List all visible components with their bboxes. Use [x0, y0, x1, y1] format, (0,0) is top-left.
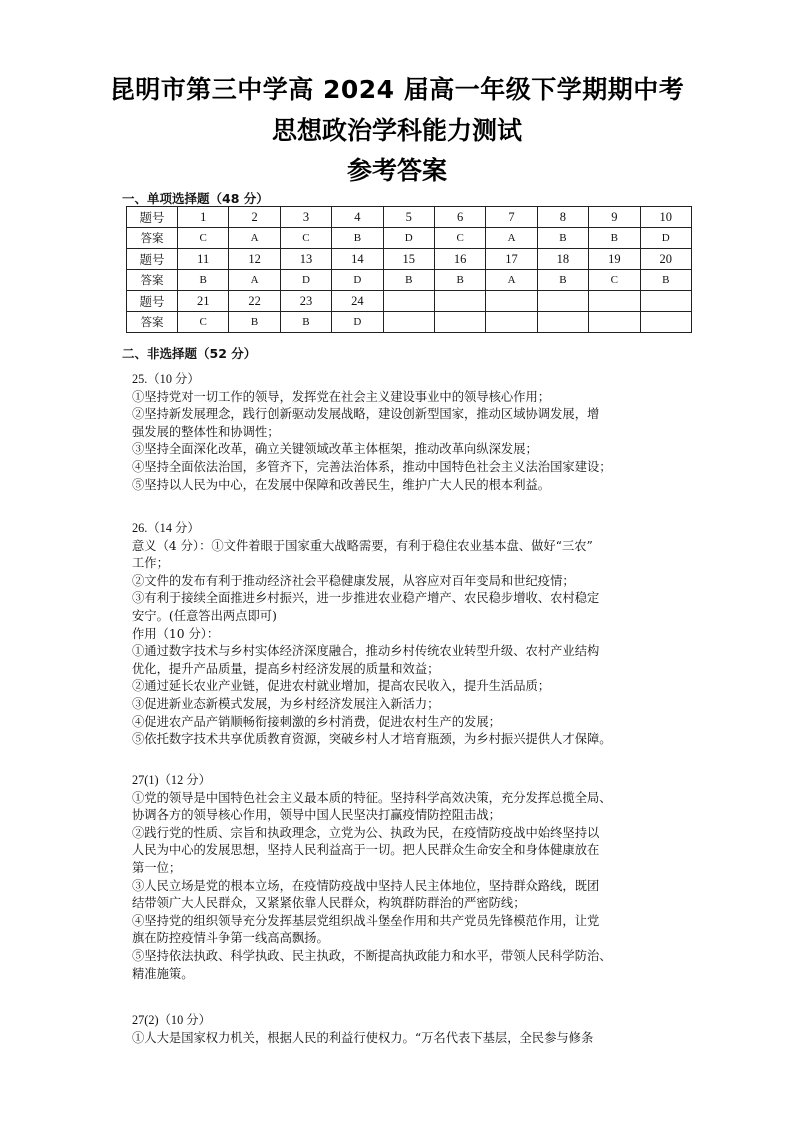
answer-line: ④坚持全面依法治国，多管齐下，完善法治体系，推动中国特色社会主义法治国家建设； — [132, 459, 612, 474]
question-number-cell: 22 — [229, 291, 280, 312]
answer-line: 工作； — [132, 556, 169, 571]
row-label-question: 题号 — [127, 249, 178, 270]
answer-line: ⑤坚持依法执政、科学执政、民主执政，不断提高执政能力和水平，带领人民科学防治、 — [132, 948, 612, 963]
answer-line: ①坚持党对一切工作的领导，发挥党在社会主义建设事业中的领导核心作用； — [132, 389, 551, 404]
question-number-cell: 3 — [280, 207, 331, 228]
answer-cell — [640, 312, 691, 333]
answer-cell — [486, 312, 537, 333]
row-label-question: 题号 — [127, 291, 178, 312]
answer-line: ③人民立场是党的根本立场，在疫情防疫战中坚持人民主体地位，坚持群众路线，既团 — [132, 878, 600, 893]
answer-line: 第一位； — [132, 860, 182, 875]
answer-row — [127, 270, 692, 291]
question-27-1-lines — [132, 790, 692, 984]
row-label-answer: 答案 — [127, 228, 178, 249]
question-27-2-answer — [132, 1012, 692, 1047]
question-number-cell: 21 — [178, 291, 229, 312]
question-number-cell: 5 — [383, 207, 434, 228]
question-number-cell: 14 — [332, 249, 383, 270]
answer-row — [127, 228, 692, 249]
answer-cell: C — [434, 228, 485, 249]
question-number-cell — [640, 291, 691, 312]
question-26-answer — [132, 520, 692, 749]
row-label-answer: 答案 — [127, 312, 178, 333]
document-title-line2: 思想政治学科能力测试 — [271, 116, 522, 145]
question-number-cell: 16 — [434, 249, 485, 270]
row-label-question: 题号 — [127, 207, 178, 228]
question-number-row — [127, 207, 692, 228]
answer-cell: B — [383, 270, 434, 291]
answer-line: ⑤坚持以人民为中心，在发展中保障和改善民生，维护广大人民的根本利益。 — [132, 477, 551, 492]
question-26-lines — [132, 538, 692, 749]
section1-heading: 一、单项选择题（48 分） — [122, 191, 269, 206]
answer-cell: B — [229, 312, 280, 333]
question-number-cell: 2 — [229, 207, 280, 228]
question-27-1-heading: 27(1)（12 分） — [132, 773, 211, 787]
answer-line: ①通过数字技术与乡村实体经济深度融合，推动乡村传统农业转型升级、农村产业结构 — [132, 644, 600, 659]
answer-line: ①党的领导是中国特色社会主义最本质的特征。坚持科学高效决策，充分发挥总揽全局、 — [132, 790, 612, 805]
answer-line: 精准施策。 — [132, 966, 194, 981]
question-25-lines — [132, 389, 692, 495]
answer-cell: B — [640, 270, 691, 291]
answer-cell: C — [589, 270, 640, 291]
answer-cell: C — [178, 228, 229, 249]
question-number-cell: 18 — [537, 249, 588, 270]
question-number-cell: 13 — [280, 249, 331, 270]
question-number-row — [127, 249, 692, 270]
answer-cell: C — [178, 312, 229, 333]
answer-cell: B — [434, 270, 485, 291]
document-title-line3: 参考答案 — [346, 156, 447, 185]
question-27-1-answer — [132, 772, 692, 983]
answer-cell: D — [280, 270, 331, 291]
question-25-answer — [132, 371, 692, 494]
answer-cell: A — [486, 270, 537, 291]
question-number-cell: 17 — [486, 249, 537, 270]
answer-cell — [589, 312, 640, 333]
answer-line: ③促进新业态新模式发展，为乡村经济发展注入新活力； — [132, 696, 440, 711]
question-number-cell: 12 — [229, 249, 280, 270]
answer-table — [126, 206, 692, 333]
question-number-cell: 10 — [640, 207, 691, 228]
question-number-cell: 8 — [537, 207, 588, 228]
answer-line: 协调各方的领导核心作用，领导中国人民坚决打赢疫情防控阻击战； — [132, 808, 501, 823]
answer-cell: A — [486, 228, 537, 249]
answer-cell: B — [589, 228, 640, 249]
question-number-cell — [486, 291, 537, 312]
question-27-2-lines — [132, 1030, 692, 1048]
question-number-cell: 6 — [434, 207, 485, 228]
question-number-cell: 7 — [486, 207, 537, 228]
answer-line: ①人大是国家权力机关，根据人民的利益行使权力。“万名代表下基层，全民参与修条 — [132, 1030, 594, 1045]
question-number-cell — [589, 291, 640, 312]
answer-line: ⑤依托数字技术共享优质教育资源，突破乡村人才培育瓶颈，为乡村振兴提供人才保障。 — [132, 732, 612, 747]
row-label-answer: 答案 — [127, 270, 178, 291]
answer-line: ②文件的发布有利于推动经济社会平稳健康发展，从容应对百年变局和世纪疫情； — [132, 573, 575, 588]
answer-line: 意义（4 分）：①文件着眼于国家重大战略需要，有利于稳住农业基本盘、做好“三农” — [132, 538, 593, 553]
question-number-cell: 1 — [178, 207, 229, 228]
answer-line: 人民为中心的发展思想，坚持人民利益高于一切。把人民群众生命安全和身体健康放在 — [132, 843, 600, 858]
answer-line: 结带领广大人民群众，又紧紧依靠人民群众，构筑群防群治的严密防线； — [132, 896, 526, 911]
question-26-heading: 26.（14 分） — [132, 521, 200, 535]
answer-cell: B — [280, 312, 331, 333]
answer-cell — [434, 312, 485, 333]
question-number-cell — [383, 291, 434, 312]
question-number-cell: 11 — [178, 249, 229, 270]
answer-line: 强发展的整体性和协调性； — [132, 424, 280, 439]
answer-line: 旗在防控疫情斗争第一线高高飘扬。 — [132, 931, 329, 946]
question-number-cell: 9 — [589, 207, 640, 228]
answer-cell: B — [537, 270, 588, 291]
answer-cell — [383, 312, 434, 333]
answer-line: ④坚持党的组织领导充分发挥基层党组织战斗堡垒作用和共产党员先锋模范作用，让党 — [132, 913, 600, 928]
answer-cell: B — [332, 228, 383, 249]
answer-cell: A — [229, 270, 280, 291]
answer-cell: D — [640, 228, 691, 249]
answer-line: ③有利于接续全面推进乡村振兴，进一步推进农业稳产增产、农民稳步增收、农村稳定 — [132, 591, 600, 606]
question-number-cell — [537, 291, 588, 312]
question-number-cell: 19 — [589, 249, 640, 270]
document-title-line1: 昆明市第三中学高 2024 届高一年级下学期期中考 — [109, 75, 685, 104]
answer-row — [127, 312, 692, 333]
answer-line: ②通过延长农业产业链，促进农村就业增加，提高农民收入，提升生活品质； — [132, 679, 551, 694]
question-number-cell: 15 — [383, 249, 434, 270]
answer-line: ③坚持全面深化改革，确立关键领域改革主体框架，推动改革向纵深发展； — [132, 442, 538, 457]
question-number-row — [127, 291, 692, 312]
answer-line: 优化，提升产品质量，提高乡村经济发展的质量和效益； — [132, 661, 440, 676]
question-25-heading: 25.（10 分） — [132, 372, 200, 386]
answer-cell — [537, 312, 588, 333]
question-number-cell: 23 — [280, 291, 331, 312]
answer-cell: D — [332, 270, 383, 291]
answer-cell: B — [178, 270, 229, 291]
answer-cell: A — [229, 228, 280, 249]
question-number-cell — [434, 291, 485, 312]
answer-cell: B — [537, 228, 588, 249]
question-27-2-heading: 27(2)（10 分） — [132, 1013, 211, 1027]
question-number-cell: 20 — [640, 249, 691, 270]
section2-heading: 二、非选择题（52 分） — [122, 346, 257, 361]
question-number-cell: 24 — [332, 291, 383, 312]
answer-line: 安宁。(任意答出两点即可) — [132, 608, 277, 623]
answer-cell: D — [383, 228, 434, 249]
answer-line: ②坚持新发展理念，践行创新驱动发展战略，建设创新型国家，推动区域协调发展，增 — [132, 407, 600, 422]
answer-line: ②践行党的性质、宗旨和执政理念，立党为公、执政为民，在疫情防疫战中始终坚持以 — [132, 825, 600, 840]
answer-cell: D — [332, 312, 383, 333]
question-number-cell: 4 — [332, 207, 383, 228]
answer-line: ④促进农产品产销顺畅衔接刺激的乡村消费，促进农村生产的发展； — [132, 714, 501, 729]
answer-line: 作用（10 分）： — [132, 626, 220, 641]
answer-cell: C — [280, 228, 331, 249]
